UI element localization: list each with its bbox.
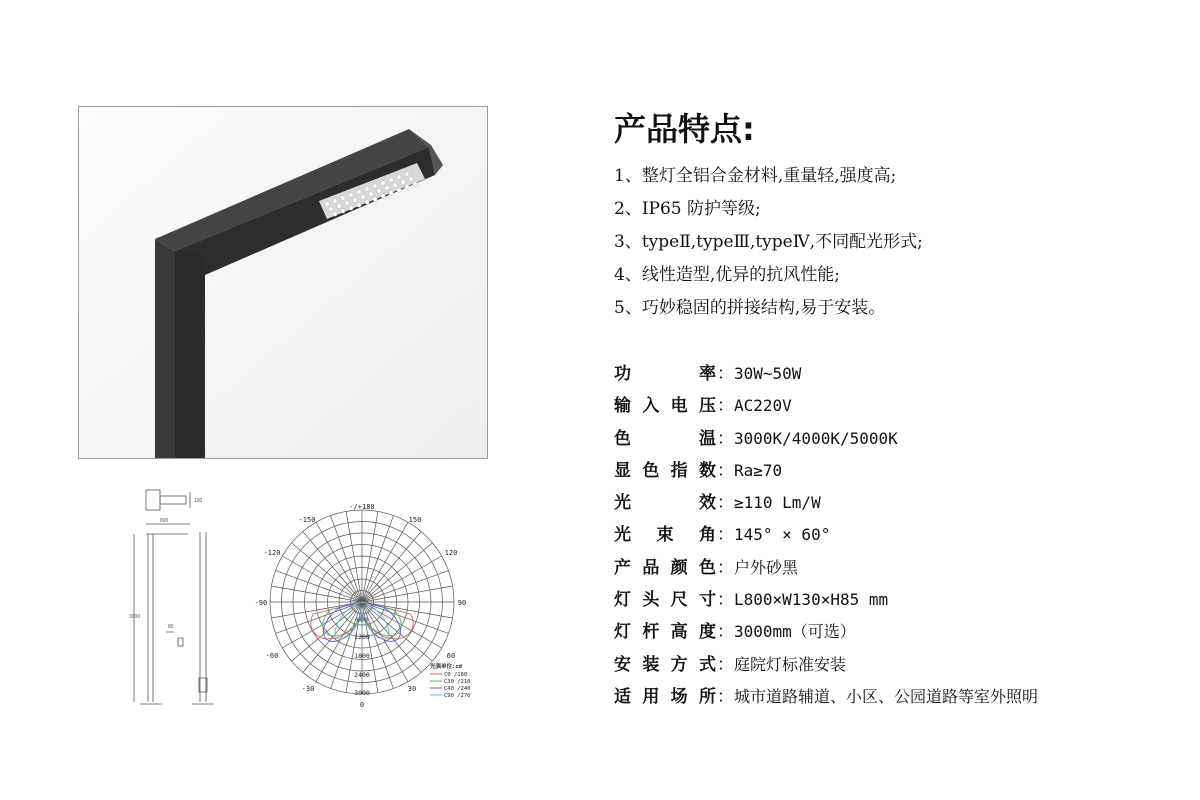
dim-head-label: 130 — [194, 498, 203, 504]
feature-item: 2、IP65 防护等级; — [614, 199, 761, 219]
spec-row — [614, 683, 1038, 715]
legend-item: C30 /210 — [444, 679, 471, 685]
spec-colon: ： — [717, 525, 734, 546]
spec-label: 光 效 — [614, 493, 717, 514]
spec-label: 灯头尺寸 — [614, 590, 717, 611]
spec-colon: ： — [717, 590, 734, 611]
specs-list — [614, 360, 1038, 715]
spec-label: 光束角 — [614, 525, 717, 546]
spec-colon: ： — [717, 493, 734, 514]
features-list — [614, 162, 923, 327]
spec-row — [614, 360, 1038, 392]
spec-label: 色 温 — [614, 428, 717, 449]
spec-value: 30W~50W — [734, 364, 802, 383]
angle-label-neg150: -150 — [298, 516, 316, 524]
angle-label-0: 0 — [359, 701, 365, 709]
spec-label: 输入电压 — [614, 396, 717, 417]
spec-value: Ra≥70 — [734, 460, 783, 480]
polar-legend — [430, 672, 471, 699]
spec-value: ≥110 Lm/W — [734, 493, 821, 513]
polar-light-distribution-diagram — [248, 498, 476, 712]
legend-title: 光强单位:cd — [430, 664, 462, 670]
spec-row — [614, 521, 1038, 553]
spec-value: 145° × 60° — [734, 525, 831, 545]
product-photo — [78, 106, 488, 459]
angle-label-neg60: -60 — [265, 652, 279, 660]
angle-label-30: 30 — [407, 685, 417, 693]
spec-label: 显色指数 — [614, 460, 717, 481]
feature-item: 1、整灯全铝合金材料,重量轻,强度高; — [614, 166, 897, 186]
dim-width-label: 800 — [160, 518, 169, 524]
spec-colon: ： — [717, 460, 734, 481]
angle-label-150: 150 — [408, 516, 422, 524]
angle-label-60: 60 — [446, 652, 456, 660]
spec-value: 庭院灯标准安装 — [734, 654, 847, 674]
spec-label: 灯杆高度 — [614, 622, 717, 643]
spec-value: AC220V — [734, 396, 792, 416]
angle-label-neg30: -30 — [301, 685, 315, 693]
spec-label: 适用场所 — [614, 686, 717, 707]
radial-label-600: 600 — [356, 616, 368, 624]
dim-base-label: 80 — [168, 624, 174, 630]
spec-colon: ： — [717, 622, 734, 643]
angle-label-120: 120 — [444, 549, 458, 557]
spec-value: 3000mm（可选） — [734, 622, 856, 642]
angle-label-neg90: -90 — [254, 599, 268, 607]
spec-colon: ： — [717, 557, 734, 578]
legend-item: C0 /180 — [444, 672, 468, 678]
dim-height-label: 3000 — [129, 614, 141, 620]
angle-label-90: 90 — [457, 599, 467, 607]
legend-item: C40 /240 — [444, 686, 471, 692]
spec-colon: ： — [717, 428, 734, 449]
spec-value: 户外砂黑 — [734, 557, 799, 577]
radial-label-1800: 1800 — [354, 652, 370, 660]
features-title: 产品特点: — [614, 110, 755, 148]
spec-value: 3000K/4000K/5000K — [734, 428, 898, 448]
spec-value: L800×W130×H85 mm — [734, 590, 889, 610]
street-lamp-illustration — [79, 107, 487, 458]
radial-label-3000: 3000 — [354, 689, 370, 697]
spec-colon: ： — [717, 396, 734, 417]
legend-item: C90 /270 — [444, 693, 471, 699]
spec-row — [614, 457, 1038, 489]
angle-label-neg120: -120 — [263, 549, 281, 557]
feature-item: 5、巧妙稳固的拼接结构,易于安装。 — [614, 298, 886, 318]
spec-row — [614, 651, 1038, 683]
spec-colon: ： — [717, 686, 734, 707]
spec-row — [614, 425, 1038, 457]
spec-value: 城市道路辅道、小区、公园道路等室外照明 — [734, 686, 1039, 706]
radial-label-2400: 2400 — [354, 671, 370, 679]
spec-row — [614, 618, 1038, 650]
feature-item: 3、typeⅡ,typeⅢ,typeⅣ,不同配光形式; — [614, 232, 923, 252]
spec-row — [614, 489, 1038, 521]
spec-row — [614, 586, 1038, 618]
spec-row — [614, 554, 1038, 586]
spec-label: 安装方式 — [614, 654, 717, 675]
spec-colon: ： — [717, 364, 734, 384]
spec-label: 功 率 — [614, 364, 717, 384]
angle-label-180: -/+180 — [349, 503, 375, 511]
spec-label: 产品颜色 — [614, 557, 717, 578]
spec-row — [614, 392, 1038, 424]
radial-label-1200: 1200 — [354, 633, 370, 641]
dimension-drawing — [120, 482, 230, 714]
feature-item: 4、线性造型,优异的抗风性能; — [614, 265, 840, 285]
spec-colon: ： — [717, 654, 734, 675]
